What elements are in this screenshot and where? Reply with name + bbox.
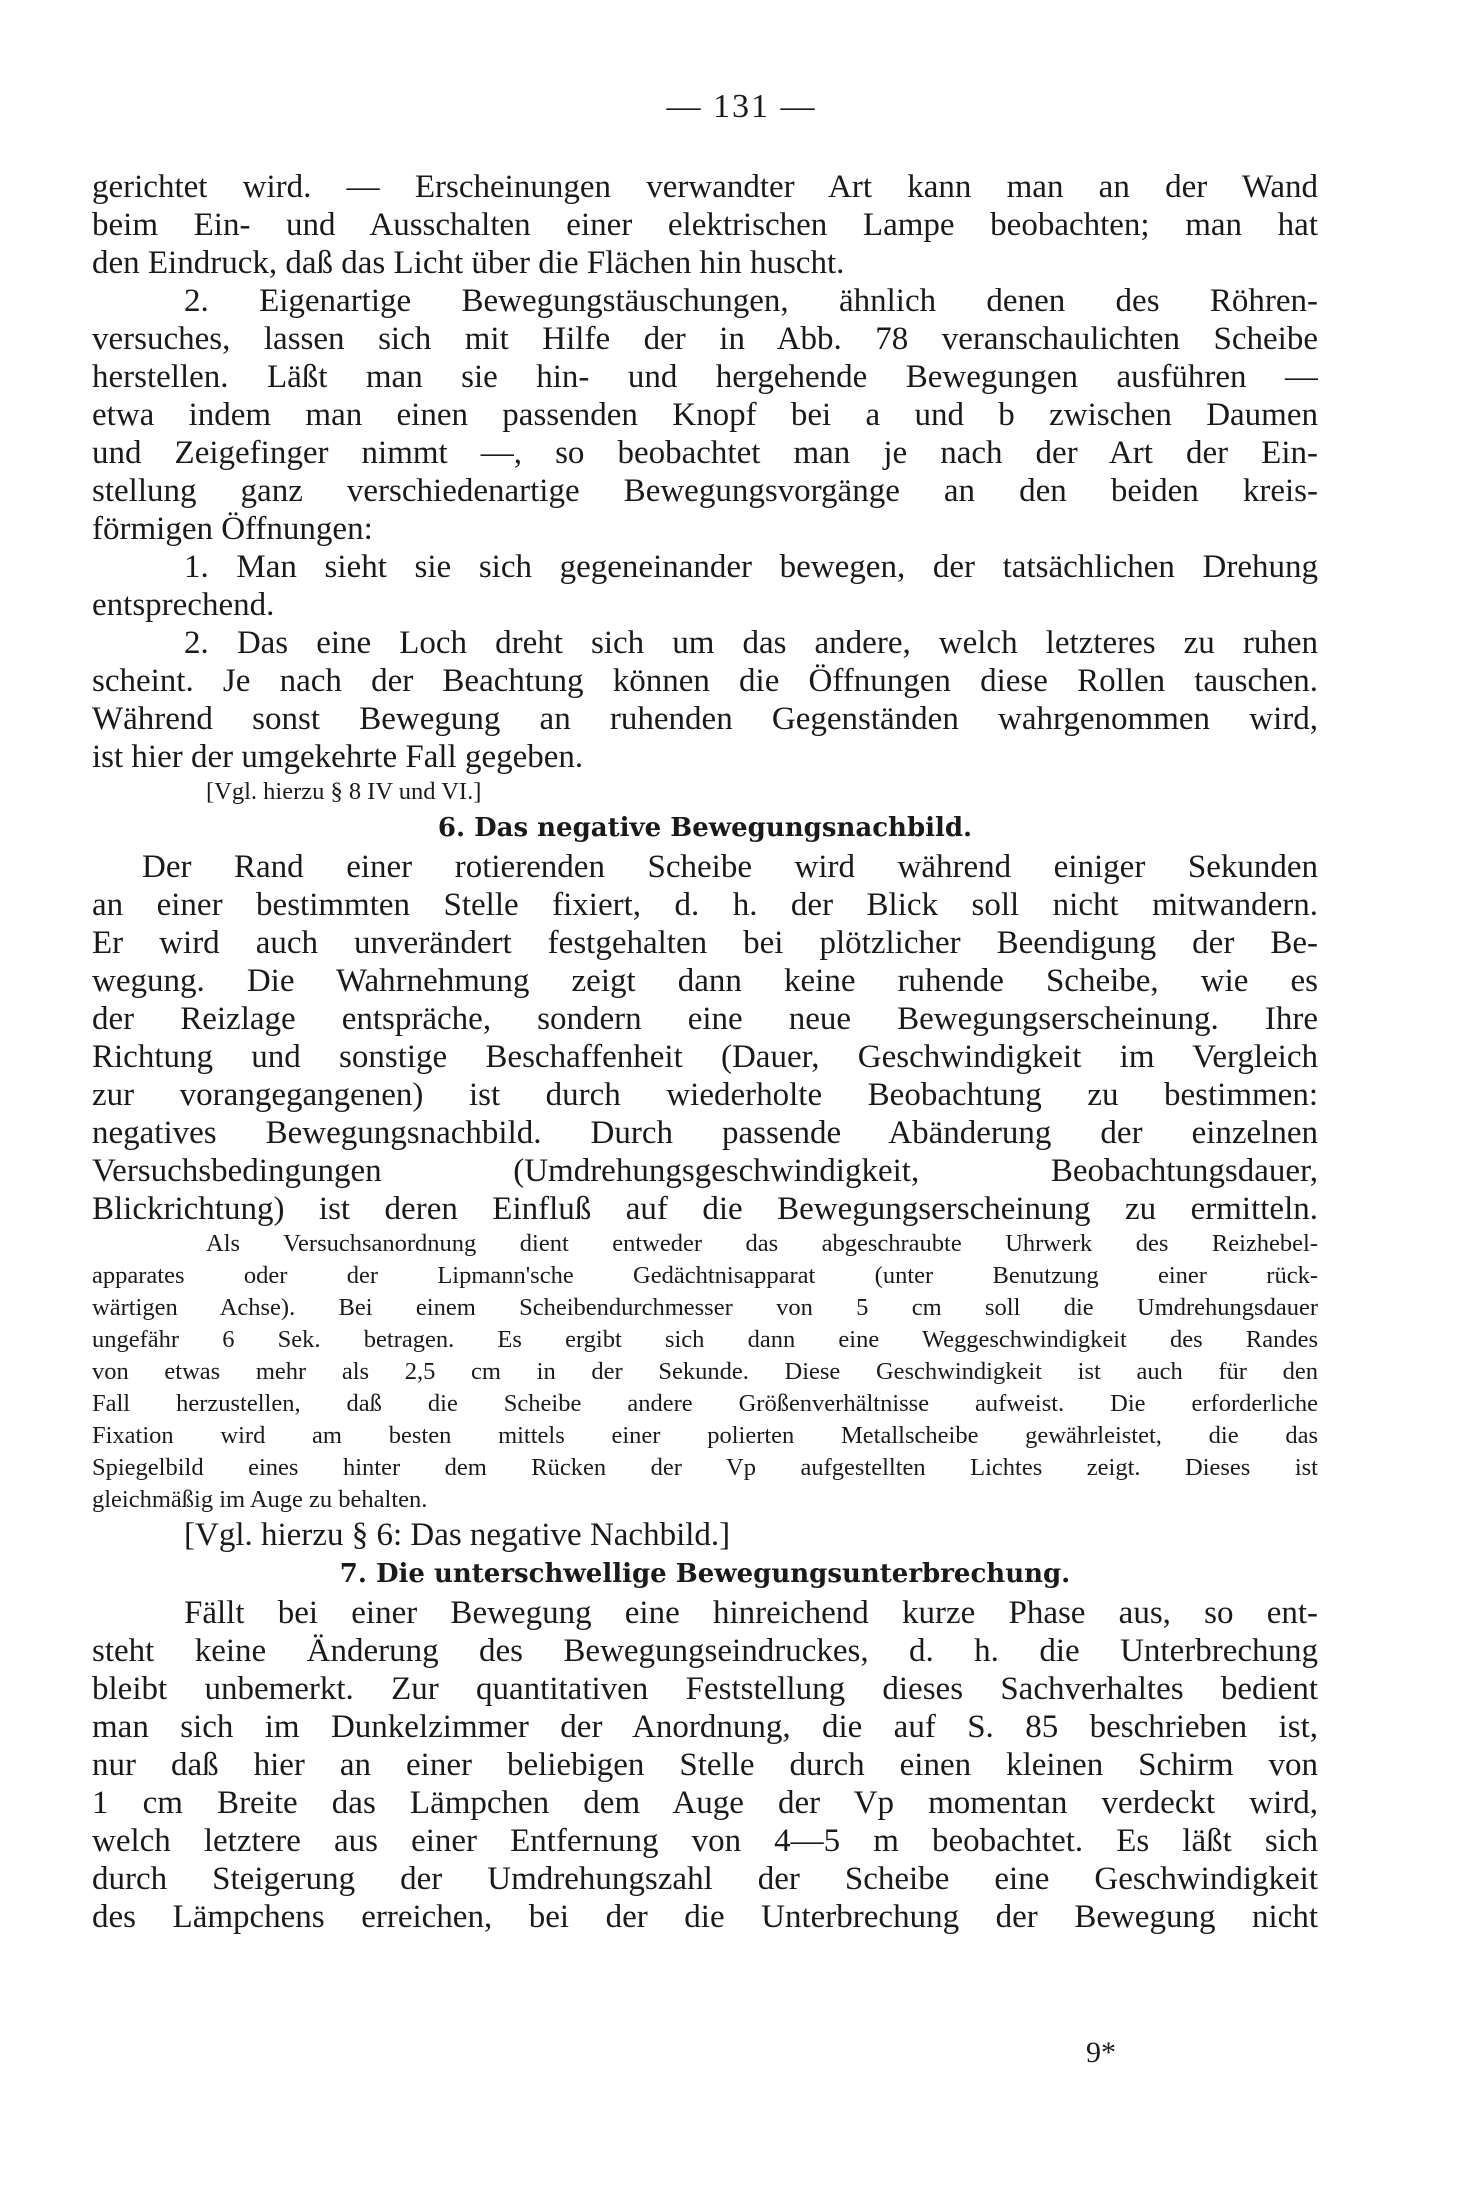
text-line: ist hier der umgekehrte Fall gegeben. (92, 739, 584, 775)
text-line: welch letztere aus einer Entfernung von 4—5 m beobachtet. Es läßt sich (92, 1823, 1318, 1859)
note-line: gleichmäßig im Auge zu behalten. (92, 1486, 428, 1513)
note-line: Fixation wird am besten mittels einer polierten Metallscheibe gewährleistet, die das (92, 1422, 1318, 1449)
text-line: scheint. Je nach der Beachtung können die Öffnungen diese Rollen tauschen. (92, 663, 1318, 699)
text-line: Fällt bei einer Bewegung eine hinreichend kurze Phase aus, so ent- (184, 1595, 1318, 1631)
text-line: gerichtet wird. — Erscheinungen verwandter Art kann man an der Wand (92, 169, 1318, 205)
text-line: wegung. Die Wahrnehmung zeigt dann keine ruhende Scheibe, wie es (92, 963, 1318, 999)
text-line: 2. Eigenartige Bewegungstäuschungen, ähnlich denen des Röhren- (184, 283, 1318, 319)
text-line: Während sonst Bewegung an ruhenden Gegenständen wahrgenommen wird, (92, 701, 1318, 737)
page-number: — 131 — (666, 88, 817, 125)
text-line: der Reizlage entspräche, sondern eine neue Bewegungserscheinung. Ihre (92, 1001, 1318, 1037)
note-line: wärtigen Achse). Bei einem Scheibendurchmesser von 5 cm soll die Umdrehungsdauer (92, 1294, 1318, 1321)
text-line: stellung ganz verschiedenartige Bewegungsvorgänge an den beiden kreis- (92, 473, 1318, 509)
section-heading: 7. Die unterschwellige Bewegungsunterbrechung. (339, 1559, 1071, 1589)
text-line: Der Rand einer rotierenden Scheibe wird während einiger Sekunden (142, 849, 1318, 885)
text-line: und Zeigefinger nimmt —, so beobachtet man je nach der Art der Ein- (92, 435, 1318, 471)
note-line: Fall herzustellen, daß die Scheibe andere Größenverhältnisse aufweist. Die erforderliche (92, 1390, 1318, 1417)
text-line: Versuchsbedingungen (Umdrehungsgeschwindigkeit, Beobachtungsdauer, (92, 1153, 1318, 1189)
text-line: förmigen Öffnungen: (92, 511, 373, 547)
text-line: den Eindruck, daß das Licht über die Flächen hin huscht. (92, 245, 845, 281)
note-line: ungefähr 6 Sek. betragen. Es ergibt sich dann eine Weggeschwindigkeit des Randes (92, 1326, 1318, 1353)
text-line: des Lämpchens erreichen, bei der die Unterbrechung der Bewegung nicht (92, 1899, 1318, 1935)
text-line: zur vorangegangenen) ist durch wiederholte Beobachtung zu bestimmen: (92, 1077, 1318, 1113)
text-line: 2. Das eine Loch dreht sich um das andere, welch letzteres zu ruhen (184, 625, 1318, 661)
text-line: versuches, lassen sich mit Hilfe der in Abb. 78 veranschaulichten Scheibe (92, 321, 1318, 357)
text-line: beim Ein- und Ausschalten einer elektrischen Lampe beobachten; man hat (92, 207, 1318, 243)
text-line: Richtung und sonstige Beschaffenheit (Dauer, Geschwindigkeit im Vergleich (92, 1039, 1318, 1075)
text-line: 1. Man sieht sie sich gegeneinander bewegen, der tatsächlichen Drehung (184, 549, 1318, 585)
text-line: 1 cm Breite das Lämpchen dem Auge der Vp momentan verdeckt wird, (92, 1785, 1318, 1821)
text-line: bleibt unbemerkt. Zur quantitativen Feststellung dieses Sachverhaltes bedient (92, 1671, 1318, 1707)
text-line: Blickrichtung) ist deren Einfluß auf die Bewegungserscheinung zu ermitteln. (92, 1191, 1318, 1227)
text-line: steht keine Änderung des Bewegungseindruckes, d. h. die Unterbrechung (92, 1633, 1318, 1669)
text-line: negatives Bewegungsnachbild. Durch passende Abänderung der einzelnen (92, 1115, 1318, 1151)
note-line: [Vgl. hierzu § 8 IV und VI.] (206, 778, 482, 805)
signature-mark: 9* (1086, 2036, 1116, 2069)
text-body (92, 168, 1318, 1936)
note-line: apparates oder der Lipmann'sche Gedächtnisapparat (unter Benutzung einer rück- (92, 1262, 1318, 1289)
text-line: nur daß hier an einer beliebigen Stelle durch einen kleinen Schirm von (92, 1747, 1318, 1783)
text-line: herstellen. Läßt man sie hin- und hergehende Bewegungen ausführen — (92, 359, 1318, 395)
note-line: Spiegelbild eines hinter dem Rücken der Vp aufgestellten Lichtes zeigt. Dieses ist (92, 1454, 1318, 1481)
text-line: man sich im Dunkelzimmer der Anordnung, die auf S. 85 beschrieben ist, (92, 1709, 1318, 1745)
text-line: an einer bestimmten Stelle fixiert, d. h. der Blick soll nicht mitwandern. (92, 887, 1318, 923)
text-line: [Vgl. hierzu § 6: Das negative Nachbild.] (184, 1517, 731, 1553)
note-line: von etwas mehr als 2,5 cm in der Sekunde. Diese Geschwindigkeit ist auch für den (92, 1358, 1318, 1385)
text-line: Er wird auch unverändert festgehalten bei plötzlicher Beendigung der Be- (92, 925, 1318, 961)
section-heading: 6. Das negative Bewegungsnachbild. (437, 813, 973, 843)
note-line: Als Versuchsanordnung dient entweder das abgeschraubte Uhrwerk des Reizhebel- (206, 1230, 1318, 1257)
text-line: entsprechend. (92, 587, 275, 623)
text-line: durch Steigerung der Umdrehungszahl der Scheibe eine Geschwindigkeit (92, 1861, 1318, 1897)
text-line: etwa indem man einen passenden Knopf bei a und b zwischen Daumen (92, 397, 1318, 433)
